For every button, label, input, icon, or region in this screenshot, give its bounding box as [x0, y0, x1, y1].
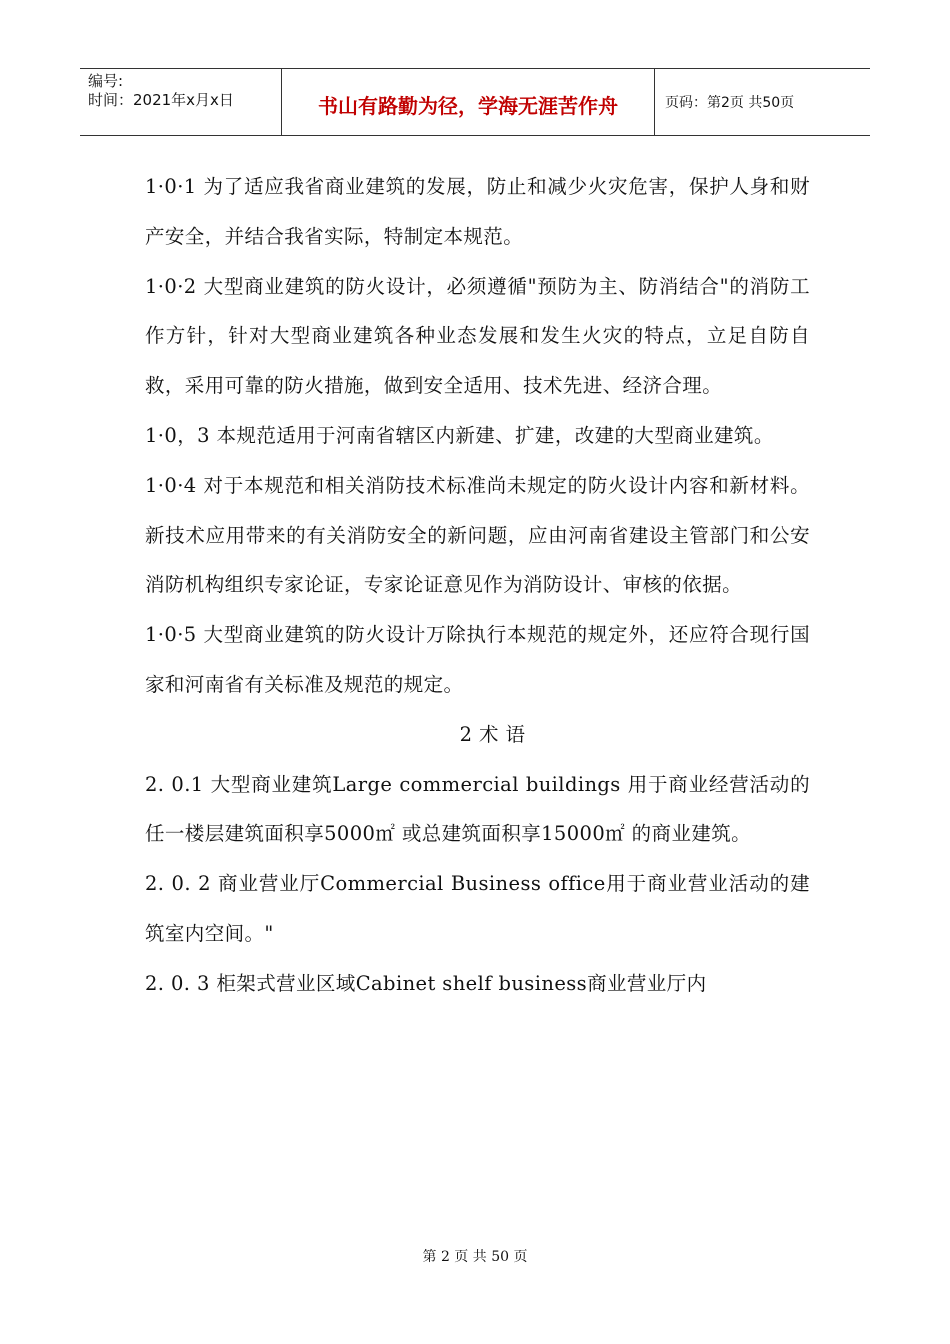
- paragraph-1-0-5: 1·0·5 大型商业建筑的防火设计万除执行本规范的规定外，还应符合现行国家和河南省有关标准及规范的规定。: [145, 623, 810, 696]
- paragraph-1-0-2: 1·0·2 大型商业建筑的防火设计，必须遵循"预防为主、防消结合"的消防工作方针，针对大型商业建筑各种业态发展和发生火灾的特点，立足自防自救，采用可靠的防火措施，做到安全适用、技术先进、经济合理。: [145, 274, 810, 398]
- term-2-0-1: 2. 0.1 大型商业建筑Large commercial buildings 用于商业经营活动的任一楼层建筑面积享5000㎡ 或总建筑面积享15000㎡ 的商业建筑。: [145, 772, 810, 846]
- page-footer: 第 2 页 共 50 页: [422, 1249, 528, 1265]
- paragraph-1-0-1: 1·0·1 为了适应我省商业建筑的发展，防止和减少火灾危害，保护人身和财产安全，并结合我省实际，特制定本规范。: [145, 175, 810, 248]
- document-body: [145, 162, 810, 1009]
- paragraph-1-0-3: 1·0，3 本规范适用于河南省辖区内新建、扩建，改建的大型商业建筑。: [145, 423, 774, 447]
- header-page-info: 页码：第2页 共50页: [665, 95, 795, 111]
- section-heading-terms: 2 术 语: [459, 722, 526, 746]
- header-motto: 书山有路勤为径，学海无涯苦作舟: [282, 69, 655, 135]
- header-meta: [80, 69, 282, 135]
- page-header: [80, 68, 870, 136]
- term-2-0-2: 2. 0. 2 商业营业厅Commercial Business office用于商业营业活动的建筑室内空间。": [145, 872, 810, 945]
- time-label: 时间：2021年x月x日: [88, 91, 234, 109]
- term-2-0-3: 2. 0. 3 柜架式营业区域Cabinet shelf business商业营业厅内: [145, 971, 707, 995]
- paragraph-1-0-4: 1·0·4 对于本规范和相关消防技术标准尚未规定的防火设计内容和新材料。新技术应用带来的有关消防安全的新问题，应由河南省建设主管部门和公安消防机构组织专家论证，专家论证意见作为消防设计、审核的依据。: [145, 473, 810, 597]
- number-label: 编号:: [88, 72, 124, 90]
